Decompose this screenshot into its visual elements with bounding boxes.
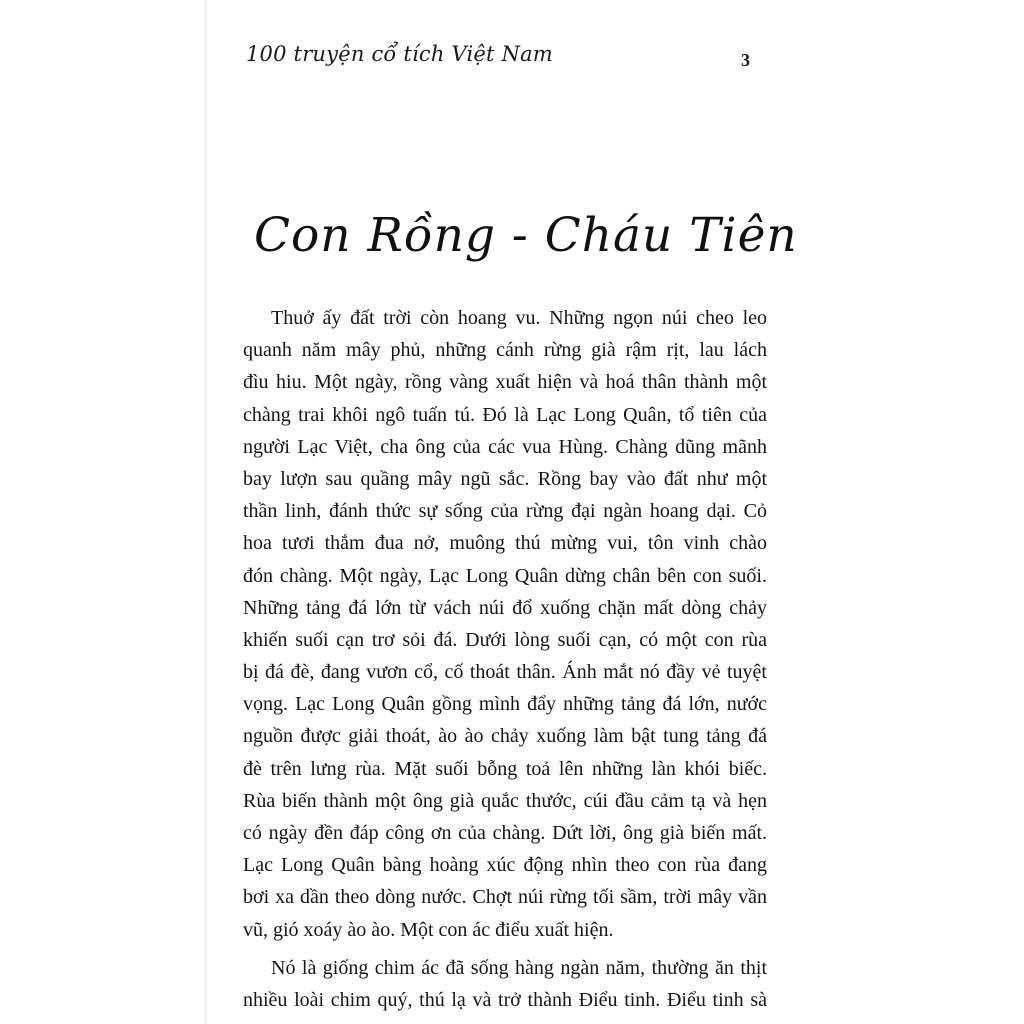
text-line: hoa tươi thắm đua nở, muông thú mừng vui, tôn vinh chào bbox=[243, 532, 767, 555]
text-line: quanh năm mây phủ, những cánh rừng già rậm rịt, lau lách bbox=[243, 339, 767, 362]
paragraph-2 bbox=[243, 952, 767, 1016]
running-header-title: 100 truyện cổ tích Việt Nam bbox=[246, 42, 553, 66]
text-line: nhiều loài chim quý, thú lạ và trở thành Điểu tinh. Điểu tinh sà bbox=[243, 988, 767, 1011]
page-fold bbox=[205, 0, 207, 1024]
text-line: thần linh, đánh thức sự sống của rừng đại ngàn hoang dại. Cỏ bbox=[243, 500, 767, 523]
left-margin bbox=[0, 0, 212, 1024]
text-line: Những tảng đá lớn từ vách núi đổ xuống chặn mất dòng chảy bbox=[243, 596, 767, 619]
text-line: Rùa biến thành một ông già quắc thước, cúi đầu cảm tạ và hẹn bbox=[243, 789, 767, 812]
text-line: người Lạc Việt, cha ông của các vua Hùng. Chàng dũng mãnh bbox=[243, 435, 767, 458]
text-line: đón chàng. Một ngày, Lạc Long Quân dừng chân bên con suối. bbox=[243, 564, 767, 587]
body-text bbox=[243, 302, 767, 1016]
text-line: nguồn được giải thoát, ào ào chảy xuống làm bật tung tảng đá bbox=[243, 725, 767, 748]
text-line: vọng. Lạc Long Quân gồng mình đẩy những tảng đá lớn, nước bbox=[243, 693, 767, 716]
page-number: 3 bbox=[741, 50, 750, 70]
text-line: Thuở ấy đất trời còn hoang vu. Những ngọn núi cheo leo bbox=[271, 307, 767, 329]
text-line: đìu hiu. Một ngày, rồng vàng xuất hiện và hoá thân thành một bbox=[243, 371, 767, 394]
text-line: Nó là giống chim ác đã sống hàng ngàn năm, thường ăn thịt bbox=[271, 956, 767, 979]
text-line: khiến suối cạn trơ sỏi đá. Dưới lòng suối cạn, có một con rùa bbox=[243, 628, 767, 651]
text-line: chàng trai khôi ngô tuấn tú. Đó là Lạc Long Quân, tổ tiên của bbox=[243, 403, 767, 426]
text-line: Lạc Long Quân bàng hoàng xúc động nhìn theo con rùa đang bbox=[243, 854, 767, 877]
paragraph-1 bbox=[243, 302, 767, 946]
text-line: có ngày đền đáp công ơn của chàng. Dứt lời, ông già biến mất. bbox=[243, 822, 767, 844]
chapter-title: Con Rồng - Cháu Tiên bbox=[254, 208, 798, 263]
text-line: đè trên lưng rùa. Mặt suối bỗng toả lên những làn khói biếc. bbox=[243, 757, 767, 780]
text-line: bơi xa dần theo dòng nước. Chợt núi rừng tối sầm, trời mây vần bbox=[243, 886, 767, 909]
text-line: bị đá đè, đang vươn cổ, cố thoát thân. Ánh mắt nó đầy vẻ tuyệt bbox=[243, 661, 767, 684]
text-line: vũ, gió xoáy ào ào. Một con ác điểu xuất hiện. bbox=[243, 918, 614, 941]
text-line: bay lượn sau quầng mây ngũ sắc. Rồng bay vào đất như một bbox=[243, 467, 767, 490]
